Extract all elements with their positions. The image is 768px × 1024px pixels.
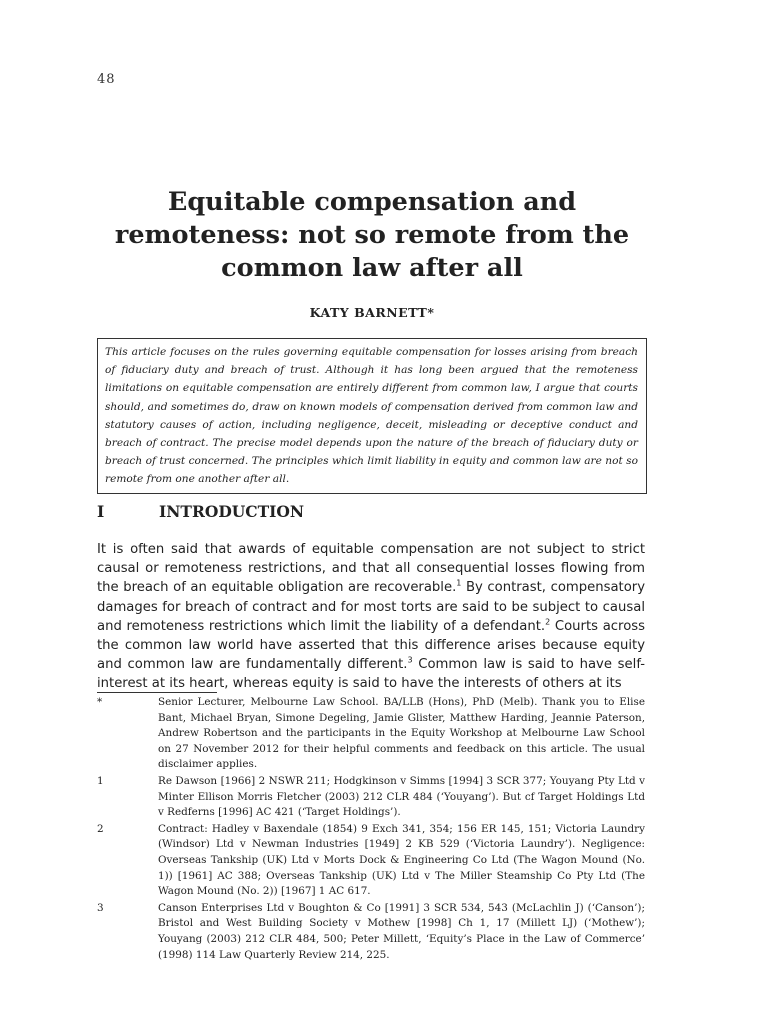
footnote-text: Canson Enterprises Ltd v Boughton & Co [1991] 3 SCR 534, 543 (McLachlin J) (‘Canson’); Bristol and West Building Society v Mothew [1998] Ch 1, 17 (Millett LJ) (‘Mothew’); Youyang (2003) 212 CLR 484, 500; Peter Millett, ‘Equity’s Place in the Law of Commerce’ (1998) 114 Law Quarterly Review 214, 225. (158, 901, 645, 961)
footnote (97, 822, 645, 900)
footnote-text: Contract: Hadley v Baxendale (1854) 9 Exch 341, 354; 156 ER 145, 151; Victoria Laundry (Windsor) Ltd v Newman Industries [1949] 2 KB 529 (‘Victoria Laundry’). Negligence: Overseas Tankship (UK) Ltd v Morts Dock & Engineering Co Ltd (The Wagon Mound (No. 1)) [1961] AC 388; Overseas Tankship (UK) Ltd v The Miller Steamship Co Pty Ltd (The Wagon Mound (No. 2)) [1967] 1 AC 617. (158, 822, 645, 898)
footnotes (97, 695, 645, 964)
article-title: Equitable compensation and remoteness: not so remote from the common law after all (114, 187, 630, 283)
footnote (97, 695, 645, 773)
body-sentence: It is often said that awards of equitable compensation are not subject to strict causal or remoteness restrictions, and that all consequential losses flowing from the breach of an equitable obligation are recoverable. (97, 542, 645, 596)
footnote-ref[interactable]: 1 (456, 579, 462, 589)
footnote-mark: 2 (97, 822, 104, 835)
footnote-mark: * (97, 696, 103, 708)
footnote-text: Re Dawson [1966] 2 NSWR 211; Hodgkinson v Simms [1994] 3 SCR 377; Youyang Pty Ltd v Minter Ellison Morris Fletcher (2003) 212 CLR 484 (‘Youyang’). But cf Target Holdings Ltd v Redferns [1996] AC 421 (‘Target Holdings’). (158, 774, 645, 819)
section-title: INTRODUCTION (159, 502, 305, 521)
footnote-ref[interactable]: 3 (407, 655, 413, 665)
body-sentence: Courts across the common law world have asserted that this difference arises because equity and common law are fundamentally different. (97, 618, 645, 673)
section-number: I (97, 502, 105, 521)
footnote-mark: 3 (97, 901, 104, 914)
footnote-ref[interactable]: 2 (545, 617, 551, 627)
footnote-divider (97, 692, 217, 693)
body-sentence: Common law is said to have self-interest at its heart, whereas equity is said to have the interests of others at its (97, 657, 645, 692)
page-number: 48 (97, 72, 116, 87)
author-name: KATY BARNETT* (309, 305, 435, 320)
footnote-text: Senior Lecturer, Melbourne Law School. BA/LLB (Hons), PhD (Melb). Thank you to Elise Bant, Michael Bryan, Simone Degeling, Jamie Glister, Matthew Harding, Jeannie Paterson, Andrew Robertson and the participants in the Equity Workshop at Melbourne Law School on 27 November 2012 for their helpful comments and feedback on this article. The usual disclaimer applies. (158, 696, 645, 771)
section-heading (97, 502, 597, 521)
body-sentence: By contrast, compensatory damages for breach of contract and for most torts are said to be subject to causal and remoteness restrictions which limit the liability of a defendant. (97, 580, 645, 634)
body-paragraph (97, 540, 645, 692)
footnote-mark: 1 (97, 774, 104, 787)
footnote (97, 774, 645, 821)
abstract-box: This article focuses on the rules governing equitable compensation for losses arising from breach of fiduciary duty and breach of trust. Although it has long been argued that the remoteness limitations on equitable compensation are entirely different from common law, I argue that courts should, and sometimes do, draw on known models of compensation derived from common law and statutory causes of action, including negligence, deceit, misleading or deceptive conduct and breach of contract. The precise model depends upon the nature of the breach of fiduciary duty or breach of trust concerned. The principles which limit liability in equity and common law are not so remote from one another after all. (97, 338, 647, 494)
footnote (97, 901, 645, 963)
